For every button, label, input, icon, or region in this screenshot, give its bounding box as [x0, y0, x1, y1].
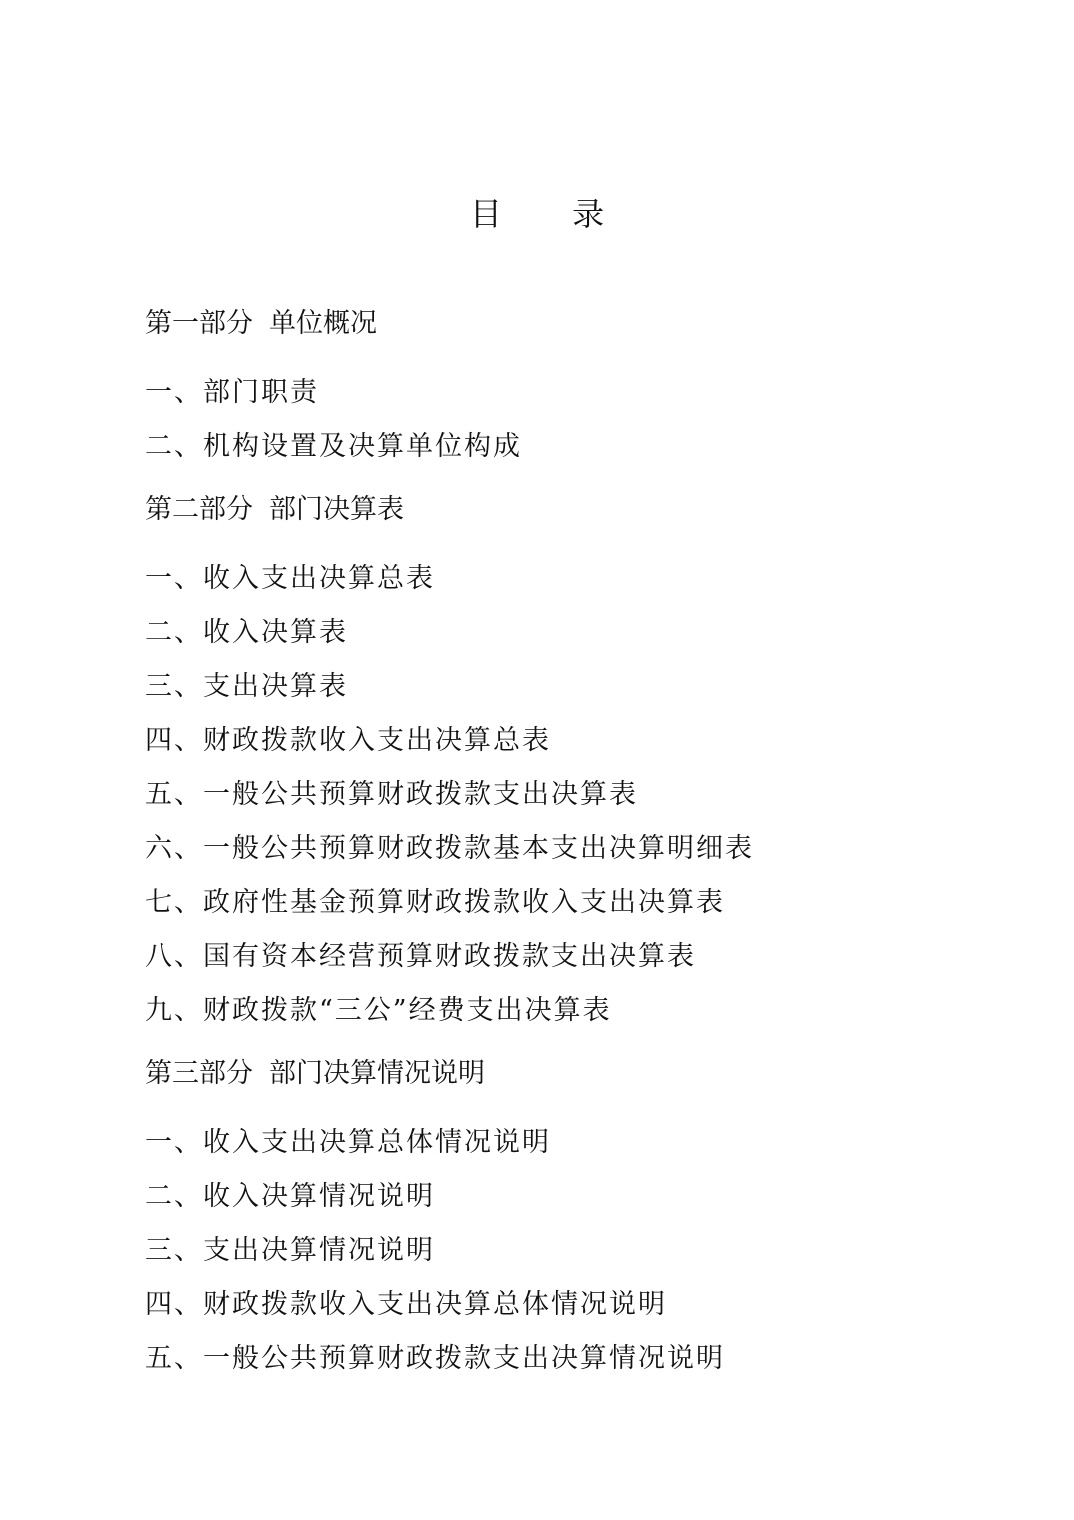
section-items [145, 1116, 1005, 1386]
section-part-label: 第二部分 [145, 494, 253, 525]
toc-entry: 六、一般公共预算财政拨款基本支出决算明细表 [145, 833, 754, 864]
toc-entry: 九、财政拨款“三公”经费支出决算表 [145, 995, 612, 1026]
toc-entry: 五、一般公共预算财政拨款支出决算情况说明 [145, 1343, 725, 1374]
toc-entry: 三、支出决算情况说明 [145, 1235, 435, 1266]
section-heading [145, 300, 1005, 348]
section-items [145, 552, 1005, 1038]
toc-entry: 二、收入决算表 [145, 617, 348, 648]
toc-entry: 五、一般公共预算财政拨款支出决算表 [145, 779, 638, 810]
section-name: 部门决算表 [269, 494, 404, 525]
section-heading [145, 1050, 1005, 1098]
section-heading [145, 486, 1005, 534]
toc-entry: 八、国有资本经营预算财政拨款支出决算表 [145, 941, 696, 972]
toc-entry: 二、收入决算情况说明 [145, 1181, 435, 1212]
toc-entry: 一、收入支出决算总体情况说明 [145, 1127, 551, 1158]
toc-entry: 一、收入支出决算总表 [145, 563, 435, 594]
toc-entry: 三、支出决算表 [145, 671, 348, 702]
toc-section-part-two [145, 486, 1005, 1038]
toc-entry: 二、机构设置及决算单位构成 [145, 431, 522, 462]
toc-section-part-one [145, 300, 1005, 474]
toc-entry: 四、财政拨款收入支出决算总表 [145, 725, 551, 756]
section-part-label: 第三部分 [145, 1058, 253, 1089]
toc-entry: 七、政府性基金预算财政拨款收入支出决算表 [145, 887, 725, 918]
table-of-contents [145, 300, 1005, 1398]
toc-section-part-three [145, 1050, 1005, 1386]
toc-entry: 一、部门职责 [145, 377, 319, 408]
section-name: 部门决算情况说明 [269, 1058, 485, 1089]
toc-entry: 四、财政拨款收入支出决算总体情况说明 [145, 1289, 667, 1320]
section-name: 单位概况 [269, 308, 377, 339]
section-part-label: 第一部分 [145, 308, 253, 339]
section-items [145, 366, 1005, 474]
page-title: 目 录 [469, 195, 635, 233]
